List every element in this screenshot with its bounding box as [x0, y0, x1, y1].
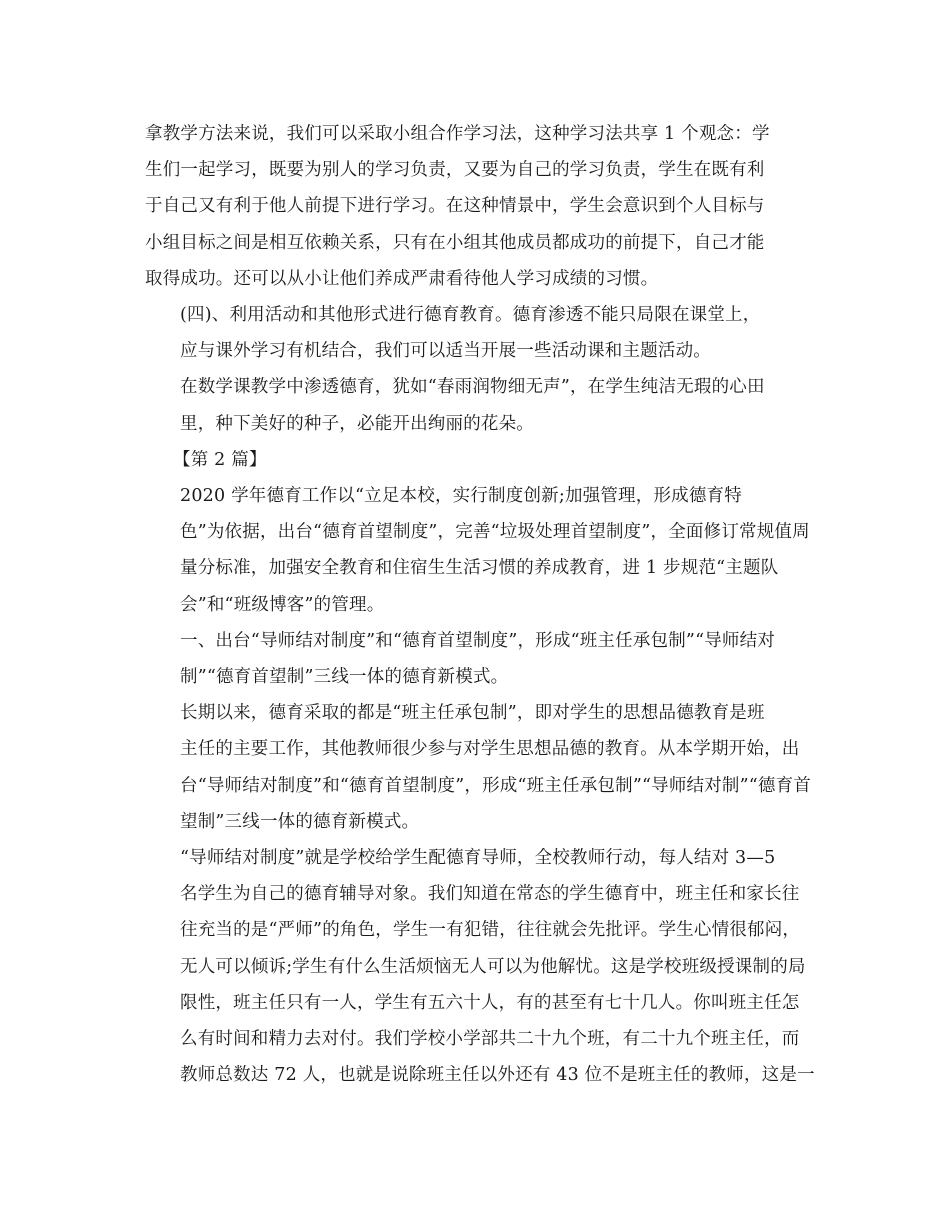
text-line: 于自己又有利于他人前提下进行学习。在这种情景中，学生会意识到个人目标与	[145, 196, 765, 217]
text-line: 限性，班主任只有一人，学生有五六十人，有的甚至有七十几人。你叫班主任怎	[180, 992, 800, 1013]
paragraph-section-one-title	[145, 623, 815, 695]
text-line: 长期以来，德育采取的都是“班主任承包制”，即对学生的思想品德教育是班	[180, 703, 765, 724]
text-line: 名学生为自己的德育辅导对象。我们知道在常态的学生德育中，班主任和家长往	[180, 884, 800, 905]
text-line: 里，种下美好的种子，必能开出绚丽的花朵。	[180, 413, 534, 434]
text-line: 色”为依据，出台“德育首望制度”，完善“垃圾处理首望制度”，全面修订常规值周	[180, 522, 810, 543]
text-line: “导师结对制度”就是学校给学生配德育导师，全校教师行动，每人结对 3—5	[180, 848, 776, 869]
paragraph-mentor-system	[145, 840, 815, 1093]
text-line: 2020 学年德育工作以“立足本校，实行制度创新;加强管理，形成德育特	[180, 486, 742, 507]
text-line: 主任的主要工作，其他教师很少参与对学生思想品德的教育。从本学期开始，出	[180, 739, 800, 760]
text-line: 么有时间和精力去对付。我们学校小学部共二十九个班，有二十九个班主任，而	[180, 1029, 800, 1050]
text-line: 生们一起学习，既要为别人的学习负责，又要为自己的学习负责，学生在既有利	[145, 160, 765, 181]
section-heading-text: 【第 2 篇】	[173, 449, 267, 470]
paragraph-activities	[145, 297, 815, 369]
text-line: 在数学课教学中渗透德育，犹如“春雨润物细无声”，在学生纯洁无瑕的心田	[180, 377, 765, 398]
text-line: 小组目标之间是相互依赖关系，只有在小组其他成员都成功的前提下，自己才能	[145, 232, 765, 253]
paragraph-long-term	[145, 695, 815, 840]
text-line: 取得成功。还可以从小让他们养成严肃看待他人学习成绩的习惯。	[145, 268, 659, 289]
text-line: 量分标准，加强安全教育和住宿生生活习惯的养成教育，进 1 步规范“主题队	[180, 558, 779, 579]
text-line: (四)、利用活动和其他形式进行德育教育。德育渗透不能只局限在课堂上，	[180, 305, 761, 326]
paragraph-teaching-method	[145, 116, 815, 297]
text-line: 往充当的是“严师”的角色，学生一有犯错，往往就会先批评。学生心情很郁闷，	[180, 920, 801, 941]
text-line: 望制”三线一体的德育新模式。	[180, 811, 420, 832]
paragraph-2020-overview	[145, 478, 815, 623]
text-line: 制”“德育首望制”三线一体的德育新模式。	[180, 667, 509, 688]
text-line: 拿教学方法来说，我们可以采取小组合作学习法，这种学习法共享 1 个观念：学	[145, 124, 770, 144]
text-line: 应与课外学习有机结合，我们可以适当开展一些活动课和主题活动。	[180, 341, 711, 362]
text-line: 一、出台“导师结对制度”和“德育首望制度”，形成“班主任承包制”“导师结对	[180, 630, 776, 651]
document-body	[145, 116, 815, 1093]
text-line: 台“导师结对制度”和“德育首望制度”，形成“班主任承包制”“导师结对制”“德育首	[180, 775, 812, 796]
text-line: 教师总数达 72 人，也就是说除班主任以外还有 43 位不是班主任的教师，这是一	[180, 1065, 815, 1086]
section-heading-part-2	[145, 442, 815, 478]
paragraph-conclusion	[145, 369, 815, 441]
text-line: 会”和“班级博客”的管理。	[180, 594, 385, 615]
text-line: 无人可以倾诉;学生有什么生活烦恼无人可以为他解忧。这是学校班级授课制的局	[180, 956, 806, 977]
